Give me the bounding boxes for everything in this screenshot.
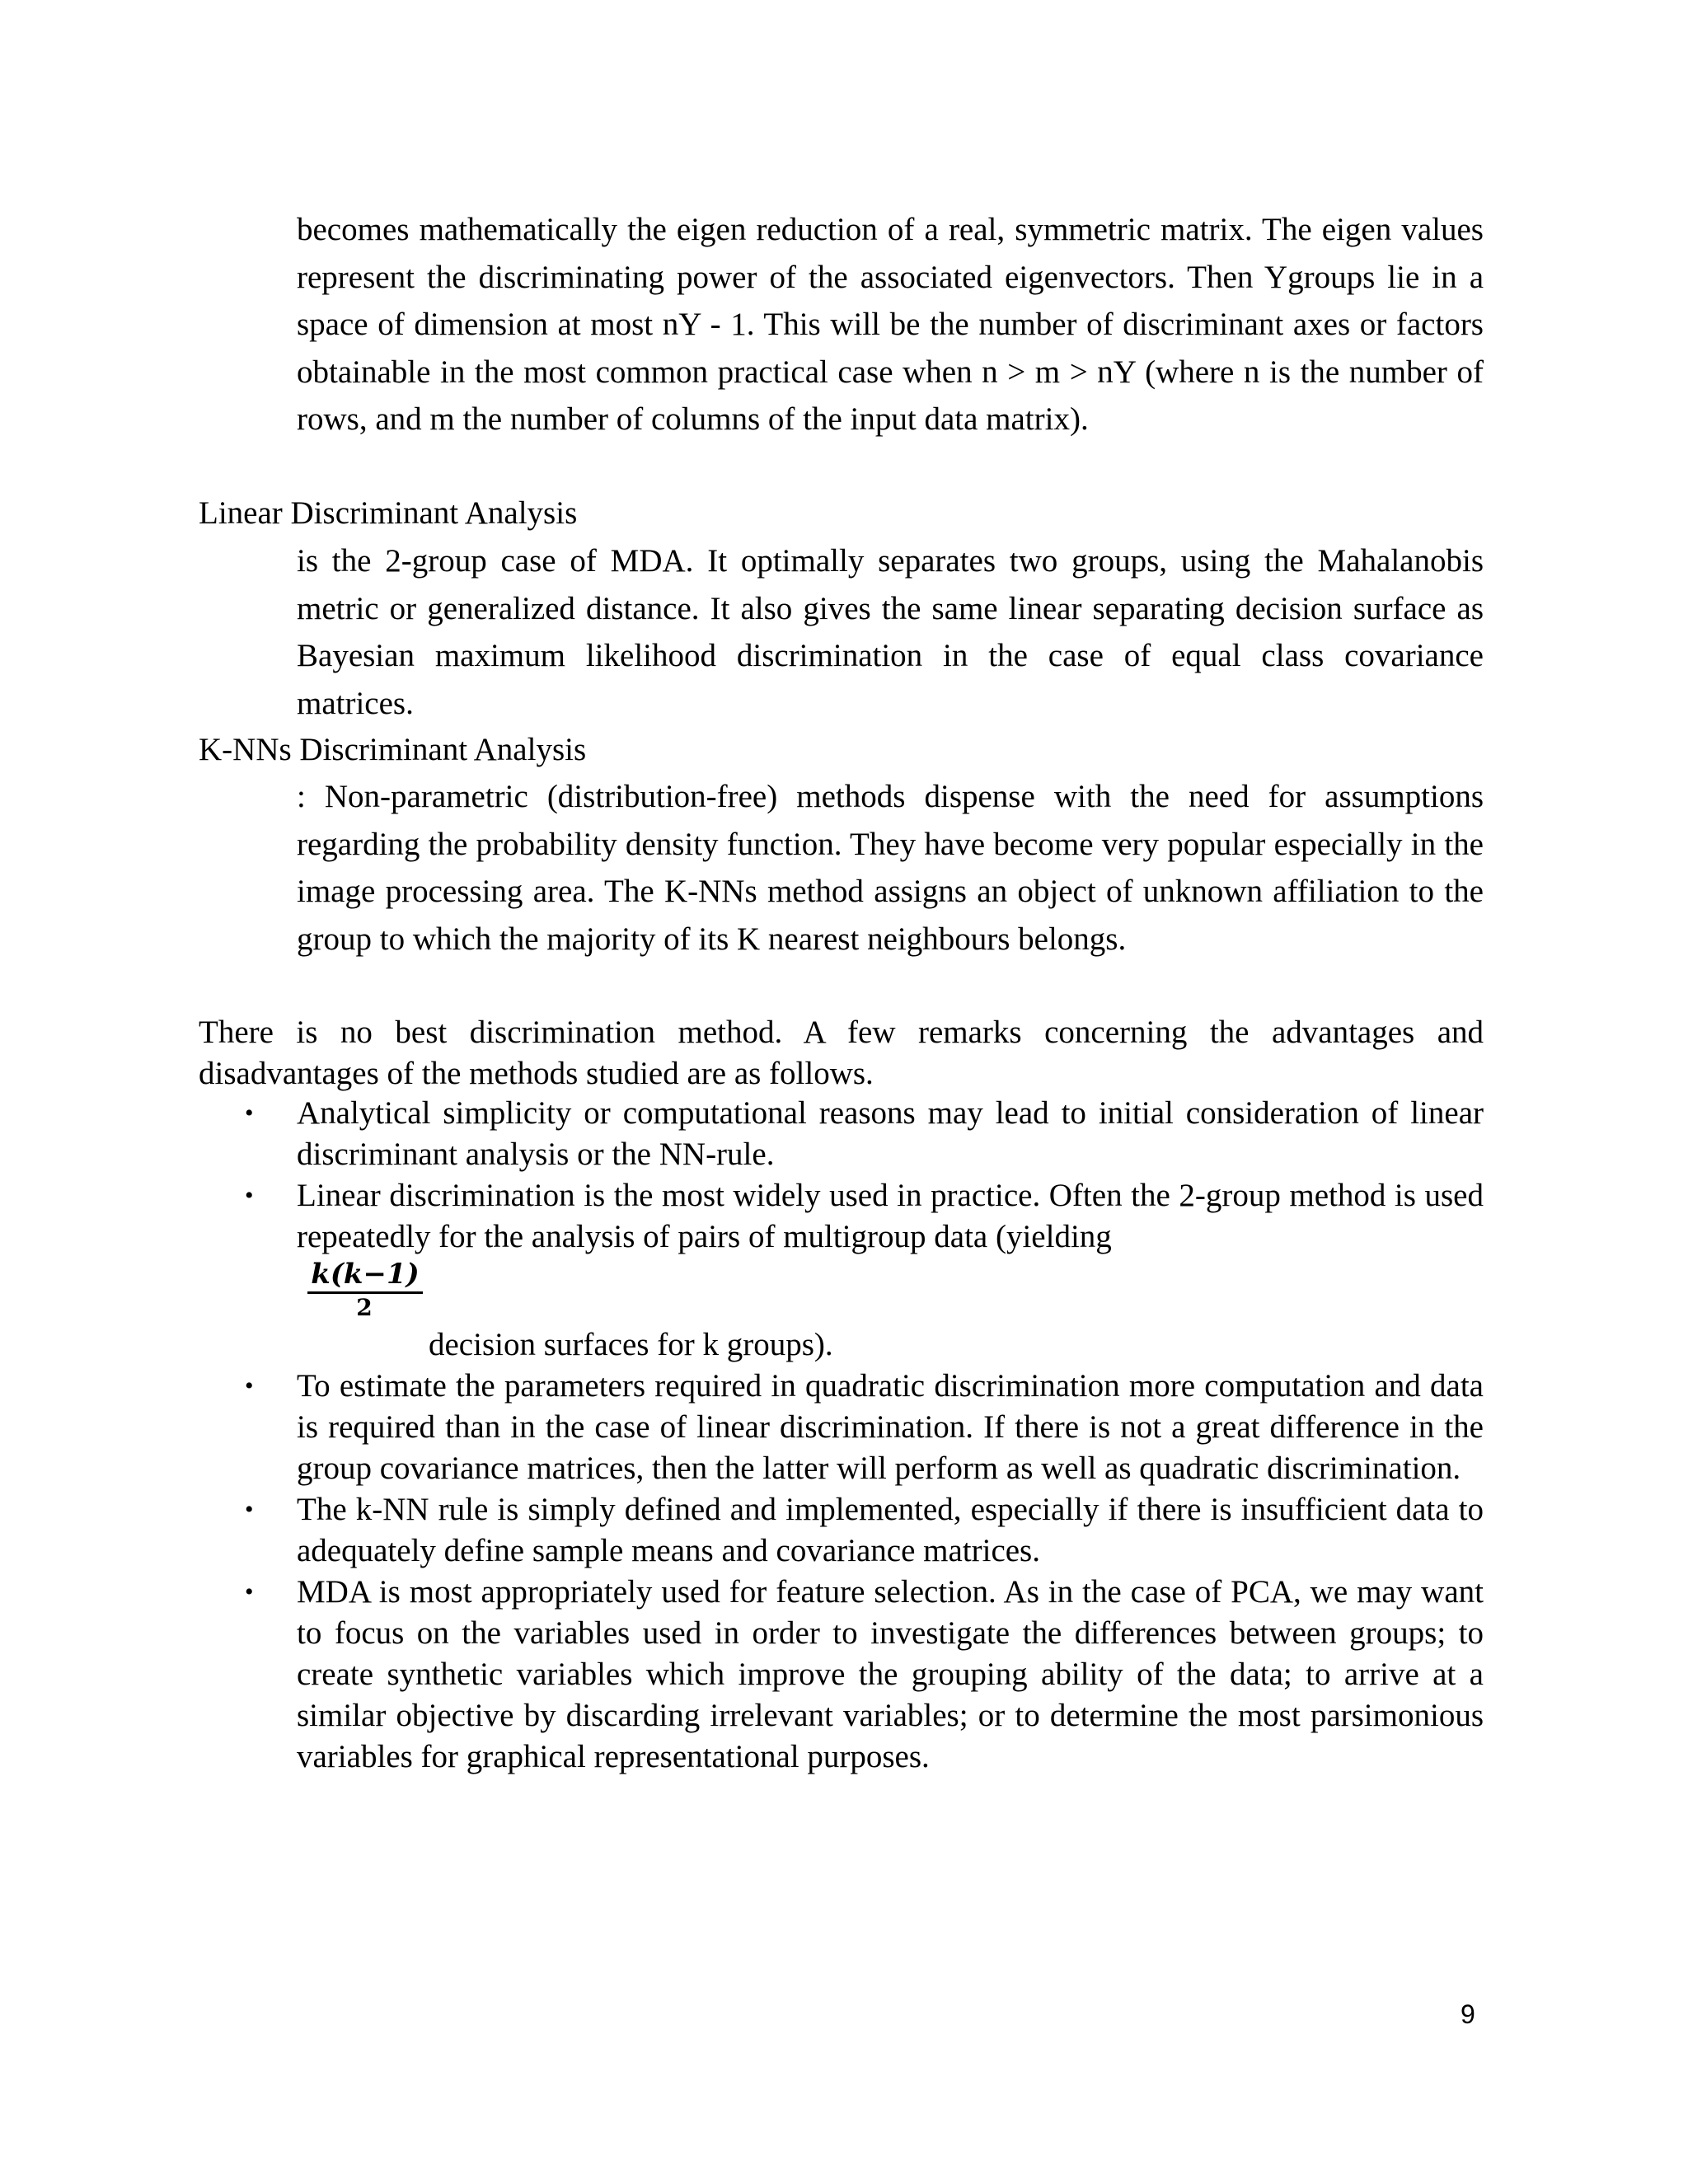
bullet-marker: • — [245, 1496, 254, 1524]
list-item-text: Analytical simplicity or computational reasons may lead to initial consideration of linear discriminant analysis or the NN-rule. — [297, 1095, 1484, 1172]
list-item-text: To estimate the parameters required in quadratic discrimination more computation and data is required than in the case of linear discrimination. If there is not a great difference in the group covariance matrices, then the latter will perform as well as quadratic discrimination. — [297, 1368, 1484, 1487]
remarks-list — [199, 1093, 1484, 1778]
formula-denominator: 2 — [356, 1294, 373, 1322]
section-body-linear-discriminant-analysis: is the 2-group case of MDA. It optimally separates two groups, using the Mahalanobis metric or generalized distance. It also gives the same linear separating decision surface as Bayesian maximum likelihood discrimination in the case of equal class covariance matrices. — [297, 543, 1484, 721]
section-heading-knn-discriminant-analysis: K-NNs Discriminant Analysis — [199, 732, 587, 767]
continuation-paragraph: becomes mathematically the eigen reduction of a real, symmetric matrix. The eigen values represent the discriminating power of the associated eigenvectors. Then Ygroups lie in a space of dimension at most nY - 1. This will be the number of discriminant axes or factors obtainable in the most common practical case when n > m > nY (where n is the number of rows, and m the number of columns of the input data matrix). — [297, 212, 1484, 437]
bullet-marker: • — [245, 1578, 254, 1606]
bullet-marker: • — [245, 1182, 254, 1209]
section-heading-linear-discriminant-analysis: Linear Discriminant Analysis — [199, 495, 578, 531]
list-item — [199, 1572, 1484, 1778]
intro-paragraph: There is no best discrimination method. A few remarks concerning the advantages and disadvantages of the methods studied are as follows. — [199, 1015, 1484, 1091]
list-item-text: MDA is most appropriately used for feature selection. As in the case of PCA, we may want to focus on the variables used in order to investigate the differences between groups; to create synthetic variables which improve the grouping ability of the data; to arrive at a similar objective by discarding irrelevant variables; or to determine the most parsimonious variables for graphical representational purposes. — [297, 1574, 1484, 1775]
list-item — [199, 1366, 1484, 1489]
list-item — [199, 1489, 1484, 1572]
list-item-text: Linear discrimination is the most widely used in practice. Often the 2-group method is used repeatedly for the analysis of pairs of multigroup data (yielding — [297, 1178, 1484, 1254]
list-item-text-continued: decision surfaces for k groups). — [429, 1327, 833, 1363]
formula-fraction — [303, 1259, 427, 1321]
page-number: 9 — [1461, 1999, 1475, 2029]
list-item-text: The k-NN rule is simply defined and implemented, especially if there is insufficient data to adequately define sample means and covariance matrices. — [297, 1492, 1484, 1569]
section-body-knn-discriminant-analysis: : Non-parametric (distribution-free) methods dispense with the need for assumptions regarding the probability density function. They have become very popular especially in the image processing area. The K-NNs method assigns an object of unknown affiliation to the group to which the majority of its K nearest neighbours belongs. — [297, 779, 1484, 957]
formula-numerator: k(k−1) — [307, 1259, 422, 1294]
bullet-marker: • — [245, 1099, 254, 1127]
bullet-marker: • — [245, 1372, 254, 1400]
list-item — [199, 1093, 1484, 1175]
list-item — [199, 1175, 1484, 1366]
